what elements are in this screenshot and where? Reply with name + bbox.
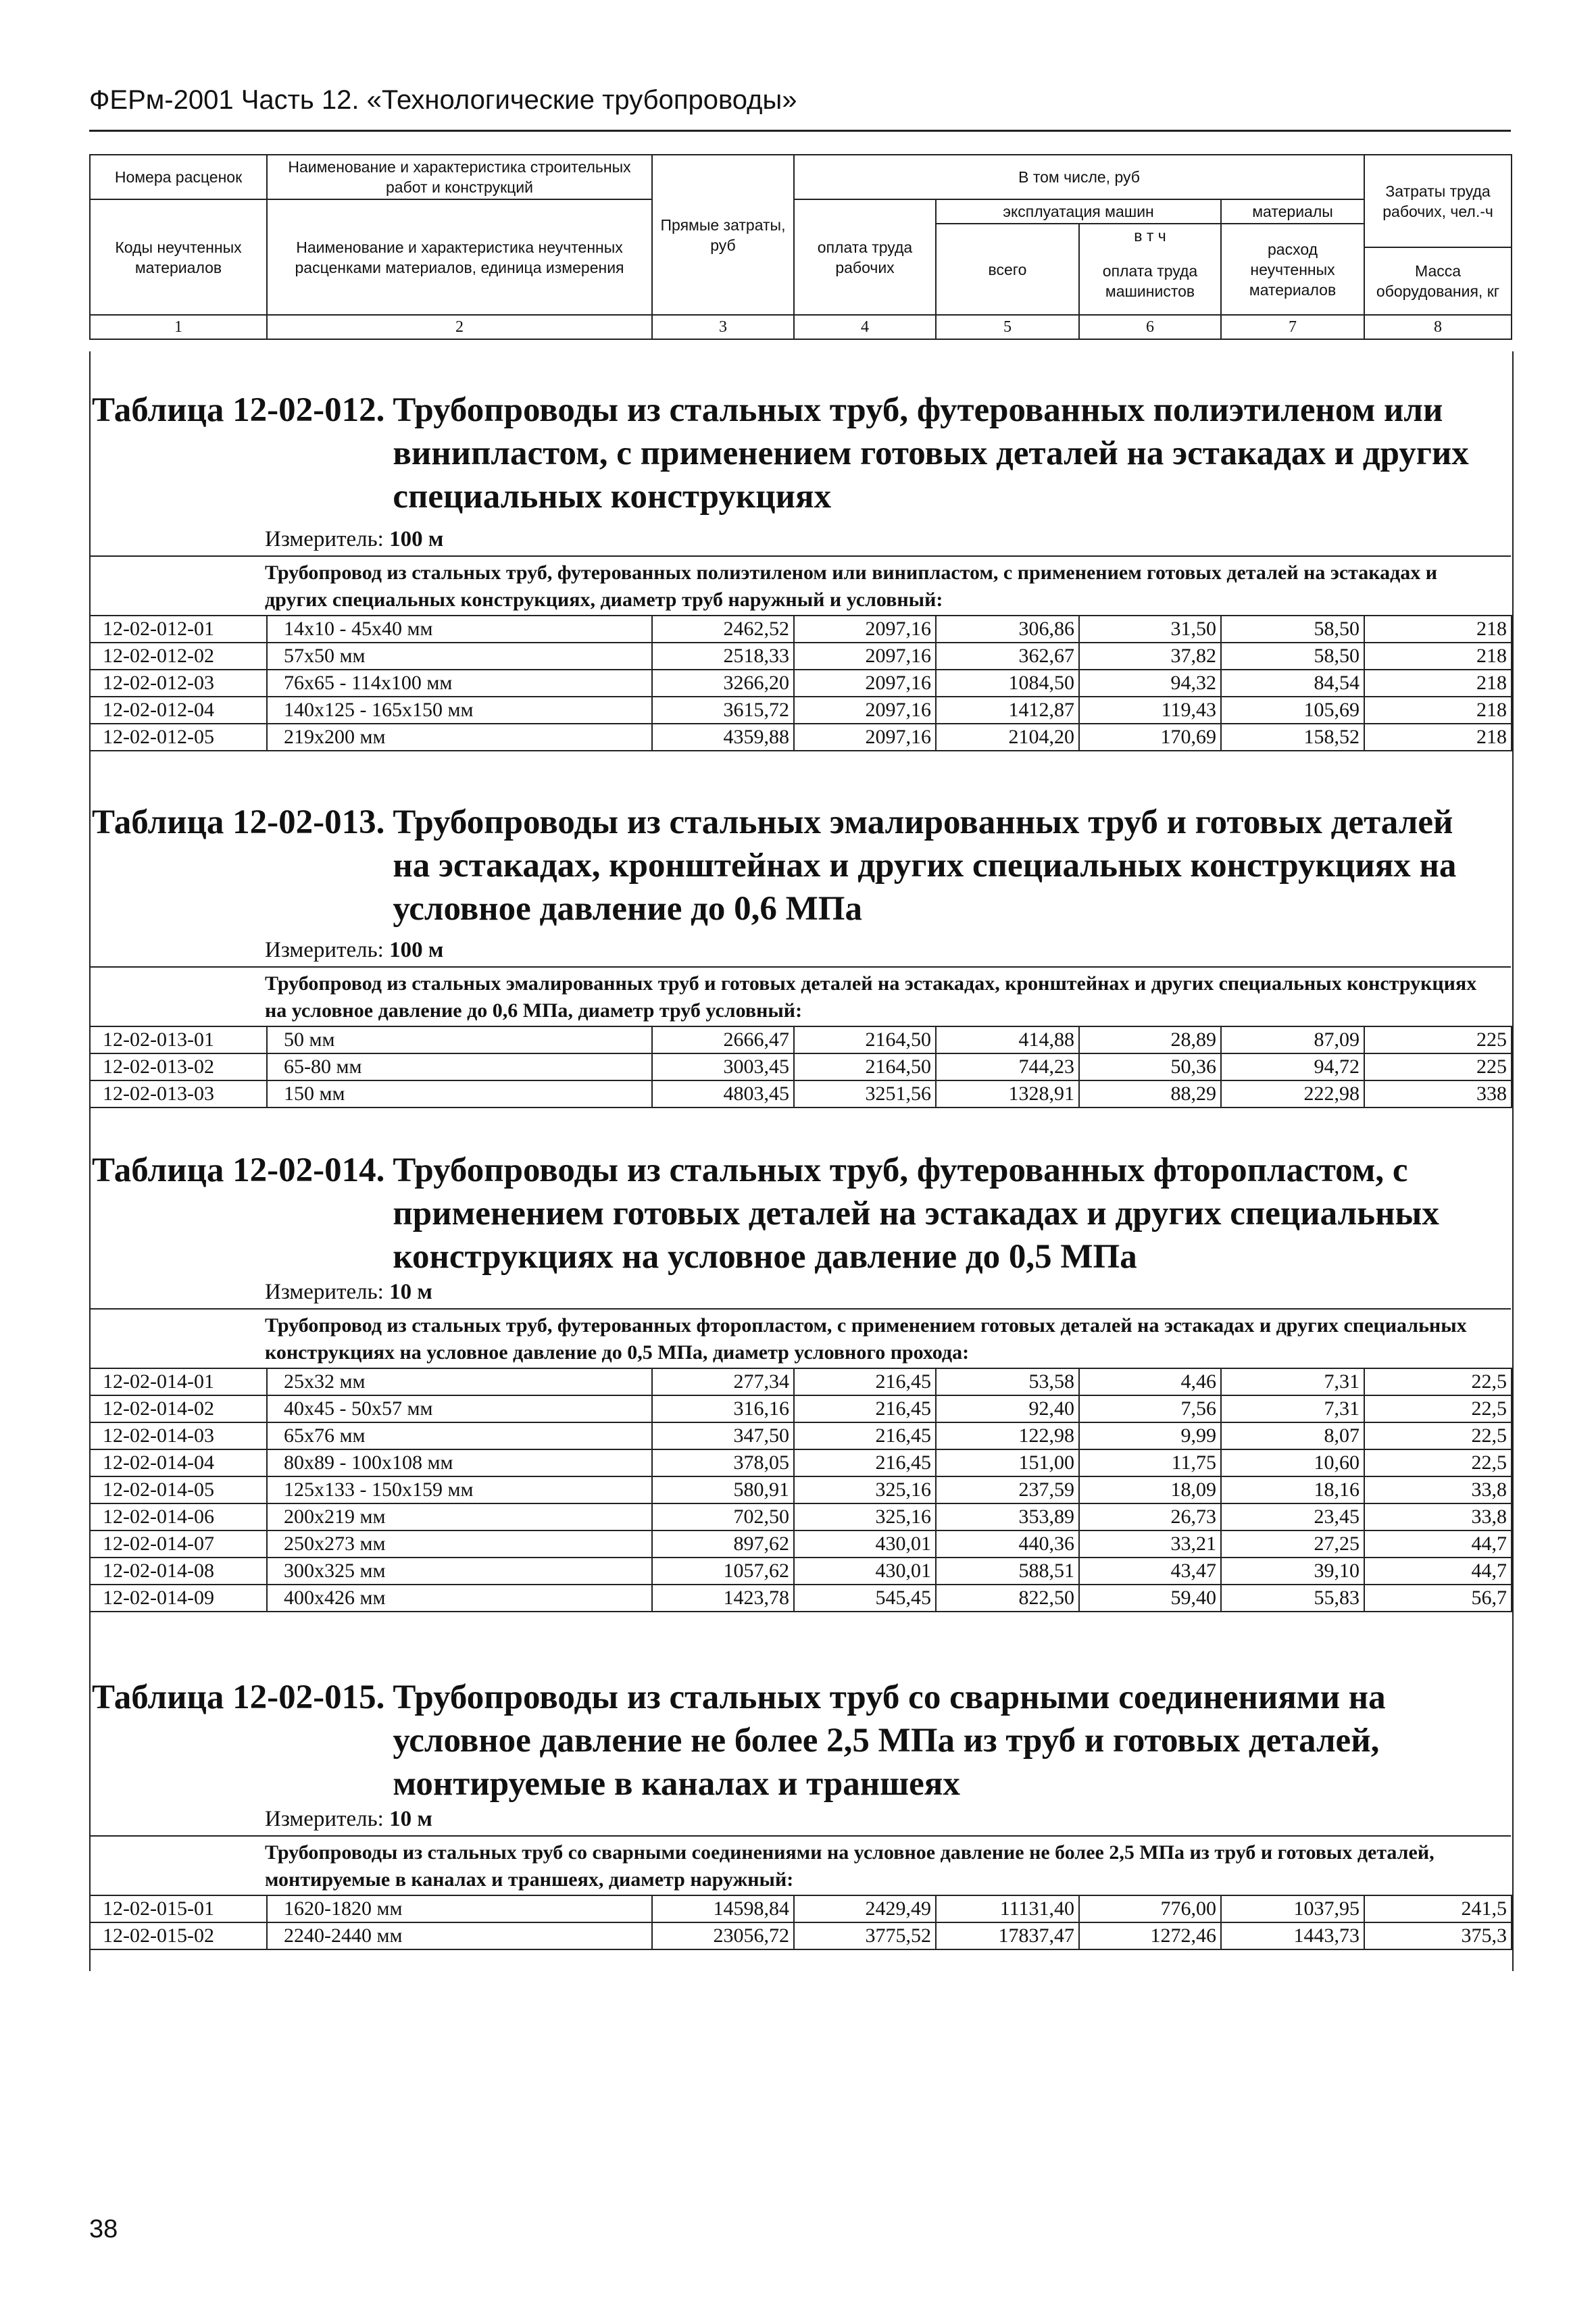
col1-head-bottom: Коды неучтенных материалов: [90, 199, 267, 315]
labor-cell: 241,5: [1364, 1895, 1512, 1922]
direct-cost-cell: 2518,33: [652, 643, 794, 670]
col6-head: оплата труда машинистов: [1079, 247, 1221, 315]
table-title: [92, 801, 1518, 930]
table-title: [92, 1149, 1518, 1278]
rate-code-cell: 12-02-014-08: [90, 1558, 267, 1585]
table-row: [90, 1530, 1512, 1558]
direct-cost-cell: 4803,45: [652, 1080, 794, 1107]
work-name-cell: 400x426 мм: [267, 1585, 652, 1612]
machine-total-cell: 414,88: [936, 1026, 1079, 1053]
labor-cell: 218: [1364, 697, 1512, 724]
table-row: [90, 1503, 1512, 1530]
meter-value: 10 м: [389, 1280, 432, 1304]
operator-pay-cell: 119,43: [1079, 697, 1221, 724]
direct-cost-cell: 3003,45: [652, 1053, 794, 1080]
labor-cell: 22,5: [1364, 1368, 1512, 1395]
rate-code-cell: 12-02-014-05: [90, 1476, 267, 1503]
labor-cell: 56,7: [1364, 1585, 1512, 1612]
machine-total-cell: 588,51: [936, 1558, 1079, 1585]
worker-pay-cell: 216,45: [794, 1368, 936, 1395]
work-name-cell: 300x325 мм: [267, 1558, 652, 1585]
price-table: [89, 1026, 1512, 1108]
col1-head-top: Номера расценок: [90, 155, 267, 199]
rate-code-cell: 12-02-013-03: [90, 1080, 267, 1107]
col5-head: всего: [936, 224, 1079, 315]
table-title-text: Трубопроводы из стальных эмалированных труб и готовых деталей на эстакадах, кронштейнах и других специальных конструкциях на условное давление до 0,6 МПа: [393, 803, 1457, 928]
machine-total-cell: 237,59: [936, 1476, 1079, 1503]
operator-pay-cell: 1272,46: [1079, 1922, 1221, 1949]
labor-cell: 218: [1364, 724, 1512, 751]
work-name-cell: 1620-1820 мм: [267, 1895, 652, 1922]
direct-cost-cell: 3266,20: [652, 670, 794, 697]
materials-cell: 55,83: [1221, 1585, 1364, 1612]
rate-code-cell: 12-02-014-06: [90, 1503, 267, 1530]
rate-code-cell: 12-02-015-01: [90, 1895, 267, 1922]
machines-head: эксплуатация машин: [936, 199, 1221, 224]
machine-total-cell: 1084,50: [936, 670, 1079, 697]
header-divider: [89, 130, 1511, 132]
table-row: [90, 1053, 1512, 1080]
direct-cost-cell: 702,50: [652, 1503, 794, 1530]
col-number: 3: [652, 315, 794, 339]
worker-pay-cell: 430,01: [794, 1530, 936, 1558]
table-description: Трубопроводы из стальных труб со сварными соединениями на условное давление не более 2,5 МПа из труб и готовых деталей, монтируемые в каналах и траншеях, диаметр наружный:: [265, 1841, 1435, 1891]
col-number: 6: [1079, 315, 1221, 339]
meter: [265, 1280, 432, 1305]
price-table: [89, 1895, 1512, 1950]
price-table: [89, 1368, 1512, 1612]
meter-divider: [89, 966, 1511, 968]
operator-pay-cell: 59,40: [1079, 1585, 1221, 1612]
direct-cost-cell: 1057,62: [652, 1558, 794, 1585]
table-description: Трубопровод из стальных труб, футерованных полиэтиленом или винипластом, с применением готовых деталей на эстакадах и других специальных конструкциях, диаметр труб наружный и условный:: [265, 562, 1438, 611]
table-title: [92, 1676, 1518, 1806]
table-row: [90, 670, 1512, 697]
labor-cell: 225: [1364, 1026, 1512, 1053]
operator-pay-cell: 33,21: [1079, 1530, 1221, 1558]
work-name-cell: 150 мм: [267, 1080, 652, 1107]
worker-pay-cell: 545,45: [794, 1585, 936, 1612]
materials-cell: 1037,95: [1221, 1895, 1364, 1922]
materials-cell: 7,31: [1221, 1395, 1364, 1422]
machine-total-cell: 11131,40: [936, 1895, 1079, 1922]
work-name-cell: 125x133 - 150x159 мм: [267, 1476, 652, 1503]
worker-pay-cell: 2164,50: [794, 1026, 936, 1053]
page-number: 38: [89, 2215, 118, 2243]
direct-cost-cell: 2666,47: [652, 1026, 794, 1053]
work-name-cell: 76x65 - 114x100 мм: [267, 670, 652, 697]
operator-pay-cell: 31,50: [1079, 616, 1221, 643]
table-row: [90, 724, 1512, 751]
work-name-cell: 14x10 - 45x40 мм: [267, 616, 652, 643]
materials-cell: 87,09: [1221, 1026, 1364, 1053]
materials-cell: 18,16: [1221, 1476, 1364, 1503]
col4-head: оплата труда рабочих: [794, 199, 936, 315]
operator-pay-cell: 28,89: [1079, 1026, 1221, 1053]
worker-pay-cell: 325,16: [794, 1476, 936, 1503]
labor-cell: 22,5: [1364, 1395, 1512, 1422]
rate-code-cell: 12-02-012-04: [90, 697, 267, 724]
rate-code-cell: 12-02-012-01: [90, 616, 267, 643]
direct-cost-cell: 277,34: [652, 1368, 794, 1395]
table-row: [90, 1080, 1512, 1107]
worker-pay-cell: 216,45: [794, 1449, 936, 1476]
meter-value: 100 м: [389, 938, 444, 962]
table-row: [90, 1026, 1512, 1053]
rate-code-cell: 12-02-012-03: [90, 670, 267, 697]
rate-code-cell: 12-02-014-03: [90, 1422, 267, 1449]
col-number: 5: [936, 315, 1079, 339]
work-name-cell: 140x125 - 165x150 мм: [267, 697, 652, 724]
col3-head: Прямые затраты, руб: [652, 155, 794, 315]
labor-cell: 44,7: [1364, 1530, 1512, 1558]
labor-cell: 22,5: [1364, 1422, 1512, 1449]
direct-cost-cell: 316,16: [652, 1395, 794, 1422]
machine-total-cell: 17837,47: [936, 1922, 1079, 1949]
col-number: 7: [1221, 315, 1364, 339]
direct-cost-cell: 897,62: [652, 1530, 794, 1558]
meter: [265, 527, 443, 552]
worker-pay-cell: 2164,50: [794, 1053, 936, 1080]
machine-total-cell: 1412,87: [936, 697, 1079, 724]
work-name-cell: 2240-2440 мм: [267, 1922, 652, 1949]
labor-cell: 218: [1364, 643, 1512, 670]
machine-total-cell: 822,50: [936, 1585, 1079, 1612]
direct-cost-cell: 4359,88: [652, 724, 794, 751]
price-table: [89, 615, 1512, 751]
meter-value: 10 м: [389, 1807, 432, 1831]
materials-cell: 222,98: [1221, 1080, 1364, 1107]
rate-code-cell: 12-02-013-02: [90, 1053, 267, 1080]
work-name-cell: 80x89 - 100x108 мм: [267, 1449, 652, 1476]
worker-pay-cell: 2097,16: [794, 643, 936, 670]
materials-cell: 84,54: [1221, 670, 1364, 697]
materials-cell: 58,50: [1221, 643, 1364, 670]
worker-pay-cell: 216,45: [794, 1422, 936, 1449]
work-name-cell: 50 мм: [267, 1026, 652, 1053]
machine-total-cell: 2104,20: [936, 724, 1079, 751]
machine-total-cell: 744,23: [936, 1053, 1079, 1080]
work-name-cell: 40x45 - 50x57 мм: [267, 1395, 652, 1422]
col-number: 1: [90, 315, 267, 339]
meter: [265, 1807, 432, 1832]
rate-code-cell: 12-02-014-04: [90, 1449, 267, 1476]
materials-cell: 58,50: [1221, 616, 1364, 643]
table-label: Таблица 12-02-015.: [92, 1678, 385, 1716]
machine-total-cell: 306,86: [936, 616, 1079, 643]
labor-cell: 338: [1364, 1080, 1512, 1107]
labor-cell: 218: [1364, 670, 1512, 697]
operator-pay-cell: 4,46: [1079, 1368, 1221, 1395]
group-head: В том числе, руб: [794, 155, 1364, 199]
direct-cost-cell: 23056,72: [652, 1922, 794, 1949]
vtch-head: в т ч: [1079, 224, 1221, 247]
table-title: [92, 389, 1518, 518]
table-row: [90, 616, 1512, 643]
operator-pay-cell: 7,56: [1079, 1395, 1221, 1422]
table-title-text: Трубопроводы из стальных труб, футерованных полиэтиленом или винипластом, с применением готовых деталей на эстакадах и других специальных конструкциях: [393, 391, 1469, 516]
machine-total-cell: 440,36: [936, 1530, 1079, 1558]
worker-pay-cell: 430,01: [794, 1558, 936, 1585]
materials-cell: 158,52: [1221, 724, 1364, 751]
worker-pay-cell: 2097,16: [794, 697, 936, 724]
worker-pay-cell: 3775,52: [794, 1922, 936, 1949]
materials-cell: 105,69: [1221, 697, 1364, 724]
col-number: 4: [794, 315, 936, 339]
direct-cost-cell: 580,91: [652, 1476, 794, 1503]
labor-cell: 218: [1364, 616, 1512, 643]
work-name-cell: 65x76 мм: [267, 1422, 652, 1449]
col8-head-top: Затраты труда рабочих, чел.-ч: [1364, 155, 1512, 247]
materials-cell: 10,60: [1221, 1449, 1364, 1476]
work-name-cell: 200x219 мм: [267, 1503, 652, 1530]
worker-pay-cell: 3251,56: [794, 1080, 936, 1107]
meter-divider: [89, 1308, 1511, 1310]
worker-pay-cell: 2097,16: [794, 670, 936, 697]
direct-cost-cell: 347,50: [652, 1422, 794, 1449]
table-row: [90, 1368, 1512, 1395]
operator-pay-cell: 11,75: [1079, 1449, 1221, 1476]
rate-code-cell: 12-02-014-09: [90, 1585, 267, 1612]
direct-cost-cell: 14598,84: [652, 1895, 794, 1922]
materials-cell: 1443,73: [1221, 1922, 1364, 1949]
col7-head: расход неучтенных материалов: [1221, 224, 1364, 315]
machine-total-cell: 151,00: [936, 1449, 1079, 1476]
worker-pay-cell: 325,16: [794, 1503, 936, 1530]
materials-head: материалы: [1221, 199, 1364, 224]
machine-total-cell: 53,58: [936, 1368, 1079, 1395]
table-row: [90, 1558, 1512, 1585]
materials-cell: 23,45: [1221, 1503, 1364, 1530]
rate-code-cell: 12-02-015-02: [90, 1922, 267, 1949]
table-row: [90, 1395, 1512, 1422]
labor-cell: 375,3: [1364, 1922, 1512, 1949]
work-name-cell: 219x200 мм: [267, 724, 652, 751]
table-label: Таблица 12-02-012.: [92, 391, 385, 429]
rate-code-cell: 12-02-014-07: [90, 1530, 267, 1558]
labor-cell: 44,7: [1364, 1558, 1512, 1585]
labor-cell: 33,8: [1364, 1476, 1512, 1503]
meter-label: Измеритель:: [265, 938, 384, 962]
direct-cost-cell: 378,05: [652, 1449, 794, 1476]
operator-pay-cell: 37,82: [1079, 643, 1221, 670]
operator-pay-cell: 776,00: [1079, 1895, 1221, 1922]
machine-total-cell: 122,98: [936, 1422, 1079, 1449]
direct-cost-cell: 1423,78: [652, 1585, 794, 1612]
table-row: [90, 1585, 1512, 1612]
rate-code-cell: 12-02-012-02: [90, 643, 267, 670]
table-description: Трубопровод из стальных эмалированных труб и готовых деталей на эстакадах, кронштейнах и других специальных конструкциях на условное давление до 0,6 МПа, диаметр труб условный:: [265, 972, 1477, 1022]
col-number: 8: [1364, 315, 1512, 339]
operator-pay-cell: 43,47: [1079, 1558, 1221, 1585]
machine-total-cell: 362,67: [936, 643, 1079, 670]
meter-value: 100 м: [389, 527, 444, 551]
materials-cell: 39,10: [1221, 1558, 1364, 1585]
work-name-cell: 250x273 мм: [267, 1530, 652, 1558]
table-label: Таблица 12-02-014.: [92, 1151, 385, 1189]
machine-total-cell: 353,89: [936, 1503, 1079, 1530]
meter: [265, 938, 443, 963]
column-header-table: [89, 154, 1512, 340]
machine-total-cell: 92,40: [936, 1395, 1079, 1422]
table-row: [90, 1422, 1512, 1449]
table-row: [90, 1476, 1512, 1503]
table-label: Таблица 12-02-013.: [92, 803, 385, 841]
col2-head-top: Наименование и характеристика строительных работ и конструкций: [267, 155, 652, 199]
operator-pay-cell: 170,69: [1079, 724, 1221, 751]
direct-cost-cell: 3615,72: [652, 697, 794, 724]
labor-cell: 33,8: [1364, 1503, 1512, 1530]
table-description: Трубопровод из стальных труб, футерованных фторопластом, с применением готовых деталей на эстакадах и других специальных конструкциях на условное давление до 0,5 МПа, диаметр условного прохода:: [265, 1314, 1467, 1364]
operator-pay-cell: 9,99: [1079, 1422, 1221, 1449]
table-row: [90, 697, 1512, 724]
meter-label: Измеритель:: [265, 1807, 384, 1831]
rate-code-cell: 12-02-014-02: [90, 1395, 267, 1422]
worker-pay-cell: 2097,16: [794, 724, 936, 751]
rate-code-cell: 12-02-013-01: [90, 1026, 267, 1053]
meter-divider: [89, 555, 1511, 557]
running-head: ФЕРм-2001 Часть 12. «Технологические трубопроводы»: [89, 85, 797, 115]
meter-label: Измеритель:: [265, 1280, 384, 1304]
meter-label: Измеритель:: [265, 527, 384, 551]
work-name-cell: 25x32 мм: [267, 1368, 652, 1395]
operator-pay-cell: 18,09: [1079, 1476, 1221, 1503]
table-row: [90, 643, 1512, 670]
work-name-cell: 57x50 мм: [267, 643, 652, 670]
table-row: [90, 1895, 1512, 1922]
labor-cell: 225: [1364, 1053, 1512, 1080]
col2-head-bottom: Наименование и характеристика неучтенных расценками материалов, единица измерения: [267, 199, 652, 315]
col8-head-bottom: Масса оборудования, кг: [1364, 247, 1512, 315]
operator-pay-cell: 88,29: [1079, 1080, 1221, 1107]
worker-pay-cell: 2097,16: [794, 616, 936, 643]
labor-cell: 22,5: [1364, 1449, 1512, 1476]
materials-cell: 7,31: [1221, 1368, 1364, 1395]
operator-pay-cell: 94,32: [1079, 670, 1221, 697]
operator-pay-cell: 50,36: [1079, 1053, 1221, 1080]
work-name-cell: 65-80 мм: [267, 1053, 652, 1080]
worker-pay-cell: 2429,49: [794, 1895, 936, 1922]
col-number: 2: [267, 315, 652, 339]
table-row: [90, 1449, 1512, 1476]
meter-divider: [89, 1835, 1511, 1837]
table-title-text: Трубопроводы из стальных труб со сварными соединениями на условное давление не более 2,5 МПа из труб и готовых деталей, монтируемые в каналах и траншеях: [393, 1678, 1386, 1803]
table-title-text: Трубопроводы из стальных труб, футерованных фторопластом, с применением готовых деталей на эстакадах и других специальных конструкциях на условное давление до 0,5 МПа: [393, 1151, 1439, 1276]
materials-cell: 8,07: [1221, 1422, 1364, 1449]
table-row: [90, 1922, 1512, 1949]
machine-total-cell: 1328,91: [936, 1080, 1079, 1107]
direct-cost-cell: 2462,52: [652, 616, 794, 643]
worker-pay-cell: 216,45: [794, 1395, 936, 1422]
materials-cell: 27,25: [1221, 1530, 1364, 1558]
rate-code-cell: 12-02-014-01: [90, 1368, 267, 1395]
rate-code-cell: 12-02-012-05: [90, 724, 267, 751]
operator-pay-cell: 26,73: [1079, 1503, 1221, 1530]
materials-cell: 94,72: [1221, 1053, 1364, 1080]
